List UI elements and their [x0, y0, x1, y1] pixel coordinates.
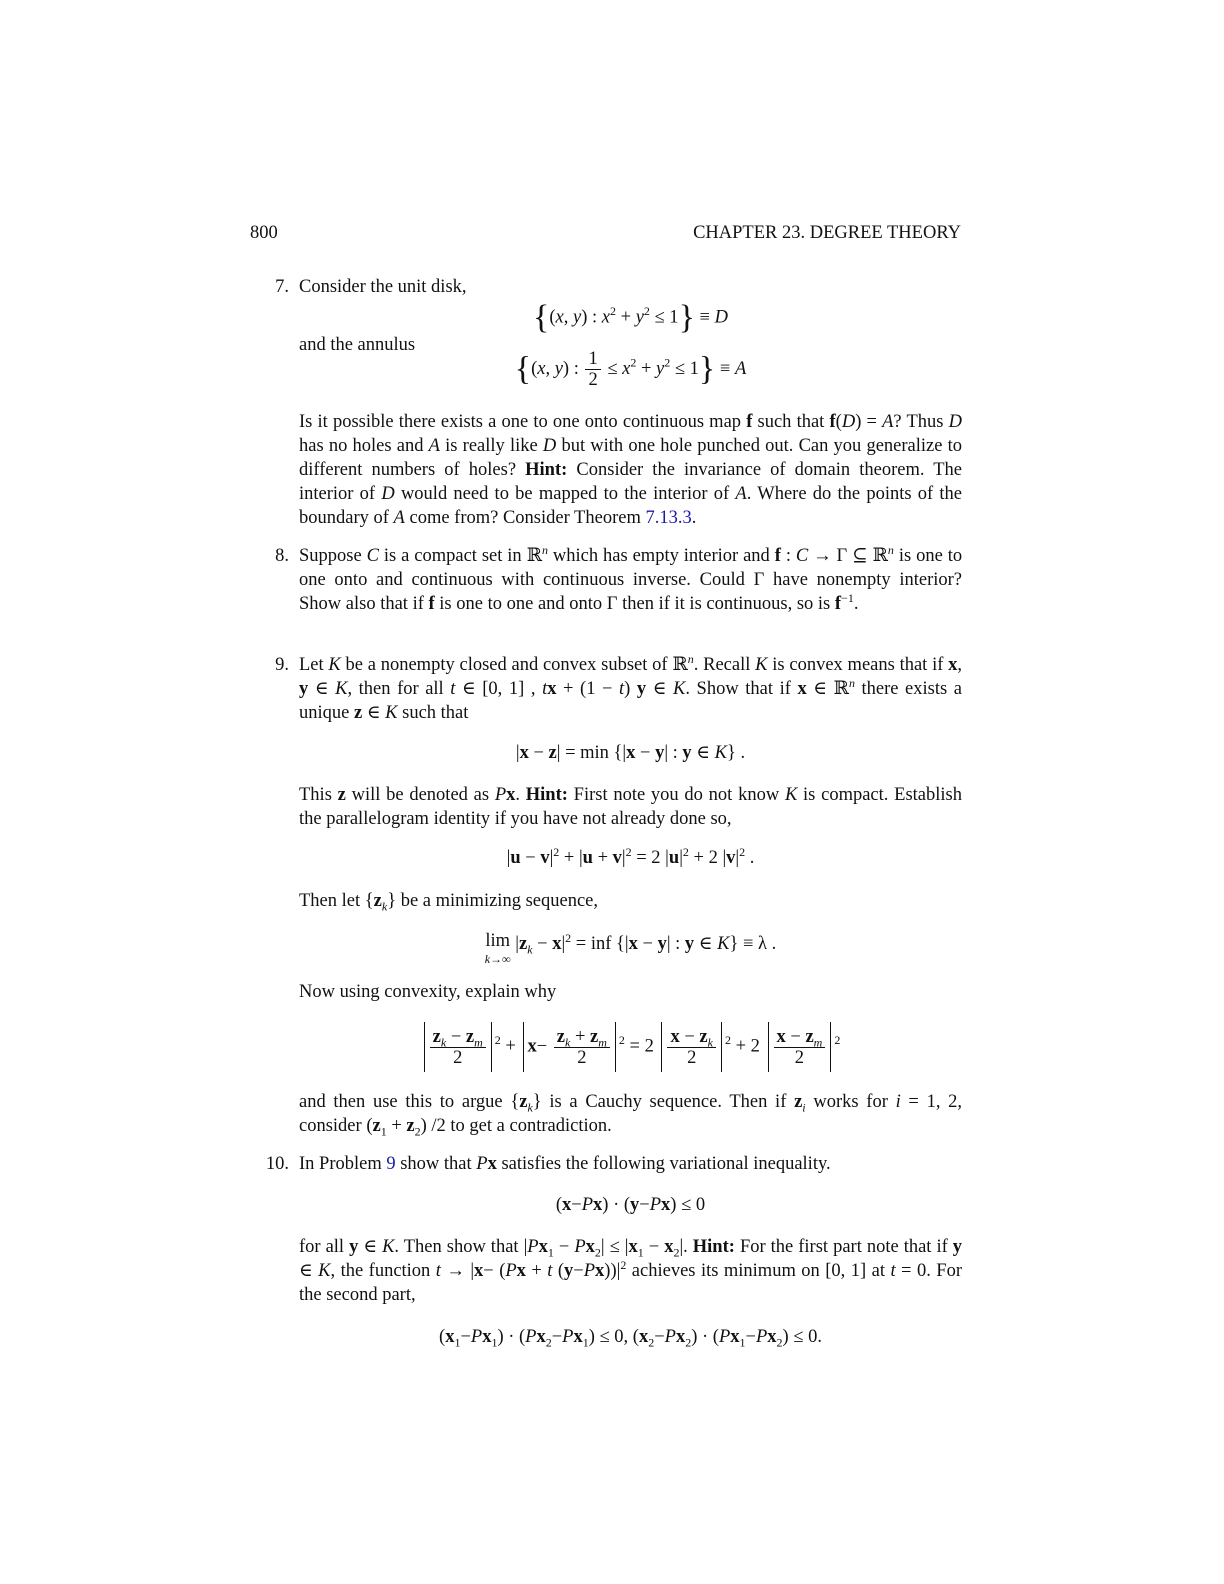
chapter-title: CHAPTER 23. DEGREE THEORY: [693, 223, 961, 243]
problem-10-body-a: In Problem 9 show that Px satisfies the following variational inequality.: [299, 1154, 831, 1174]
equation-limit: lim k→∞ $|z_k - x|^2$ = inf {|x − y| : y ∈ K} ≡ λ .: [484, 930, 777, 966]
problem-number-9: 9.: [275, 655, 289, 675]
problem-9-body-e: and then use this to argue $\{z_k\}$ is a Cauchy sequence. Then if $z_i$ works for i = 1, 2, consider $(z_1 + z_2)$ /2 to get a contradiction.: [299, 1092, 963, 1139]
problem-7-intro-text: Consider the unit disk,: [299, 277, 467, 297]
equation-convexity: $\frac{z_k - z_m}{2}$ $^2$ + x− $\frac{z_k + z_m}{2}$ $^2$ = 2 $\frac{x - z_k}{2}$ $^2$ + 2 $\frac{x - z_m}{2}$ $^2$: [299, 1022, 962, 1072]
problem-7-intro: [299, 275, 962, 299]
equation-annulus: {(x, y) : $\frac{1}{2}$ ≤ $x^2 + y^2 \le 1\} \equiv A$: [514, 349, 747, 390]
page-number: 800: [250, 223, 278, 243]
problem-10-body-b: for all y ∈ K. Then show that $|Px_1 - Px_2| \le |x_1 - x_2|$. Hint: For the first part note that if y ∈ K, the function t → |x− (Px + t $(y-Px))|^2$ achieves its minimum on [0, 1] at t = 0. For the second part,: [299, 1237, 963, 1305]
equation-min: |x − z| = min {|x − y| : y ∈ K} .: [515, 743, 746, 763]
problem-9-body-a: Let K be a nonempty closed and convex subset of ℝ$^n$. Recall K is convex means that if x, y ∈ K, then for all t ∈ [0, 1] , tx + (1 − t) y ∈ K. Show that if x ∈ ℝ$^n$ there exists a unique z ∈ K such that: [299, 651, 963, 723]
equation-final: $(x_1-Px_1) \cdot (Px_2-Px_1) \le 0$, $(x_2-Px_2) \cdot (Px_1-Px_2) \le 0$.: [439, 1327, 822, 1350]
problem-8-body: Suppose C is a compact set in ℝ$^n$ which has empty interior and f : C → Γ ⊆ ℝ$^n$ is one to one onto and continuous with continuous inverse. Could Γ have nonempty interior? Show also that if f is one to one and onto Γ then if it is continuous, so is $f^{-1}$.: [299, 542, 963, 614]
problem-number-8: 8.: [275, 546, 289, 566]
theorem-link[interactable]: 7.13.3: [645, 508, 692, 528]
problem-link[interactable]: 9: [386, 1154, 396, 1174]
problem-9-body-b: This z will be denoted as Px. Hint: First note you do not know K is compact. Establish the parallelogram identity if you have not already done so,: [299, 785, 962, 829]
annulus-label-text: and the annulus: [299, 335, 416, 355]
equation-variational: (x−Px) · (y−Px) ≤ 0: [555, 1195, 706, 1215]
convexity-text: Now using convexity, explain why: [299, 982, 557, 1002]
problem-7-body: Is it possible there exists a one to one onto continuous map f such that f(D) = A? Thus D has no holes and A is really like D but with one hole punched out. Can you generalize to different numbers of holes? Hint: Consider the invariance of domain theorem. The interior of D would need to be mapped to the interior of A. Where do the points of the boundary of A come from? Consider Theorem 7.13.3.: [299, 412, 963, 528]
problem-9-body-d: [299, 980, 962, 1004]
page-header: [250, 221, 961, 247]
equation-parallelogram: $|u - v|^2 + |u + v|^2 = 2$ $|u|^2 + 2$ $|v|^2$ .: [506, 844, 755, 868]
problem-9-body-c: Then let $\{z_k\}$ be a minimizing sequence,: [299, 891, 598, 914]
equation-disk: {(x, y) : $x^2 + y^2 \le 1\} \equiv D$: [533, 299, 728, 336]
problem-number-7: 7.: [275, 277, 289, 297]
problem-number-10: 10.: [265, 1154, 289, 1174]
